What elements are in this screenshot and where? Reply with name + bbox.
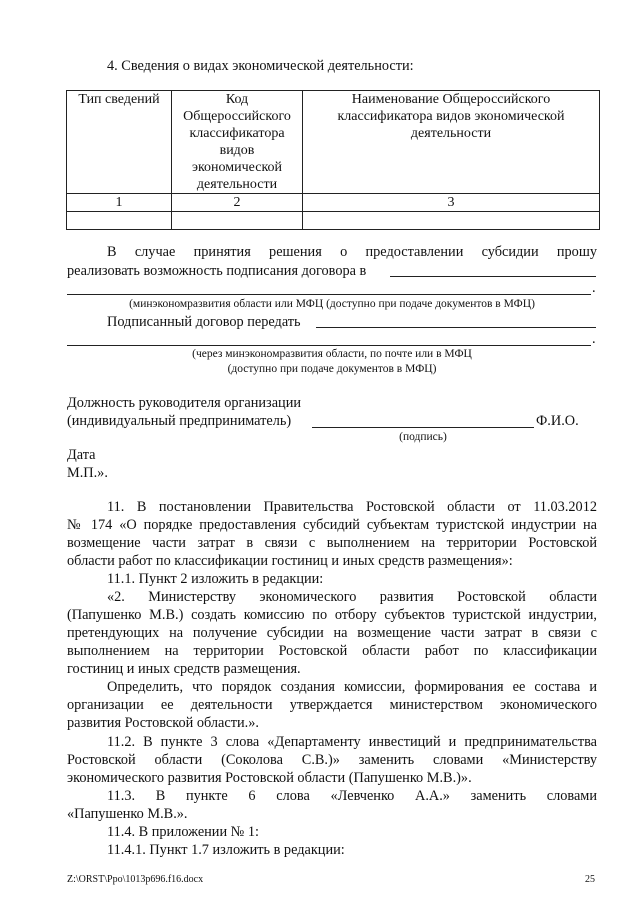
signing-text-line2: реализовать возможность подписания договора в <box>67 263 367 279</box>
transfer-period: . <box>592 331 596 347</box>
quote-line3: претендующих на получение субсидии на возмещение части затрат в связи с <box>67 625 597 641</box>
p11-3-line2: «Папушенко М.В.». <box>67 806 188 822</box>
signature-hint: (подпись) <box>399 431 447 443</box>
okved-table <box>66 90 600 230</box>
transfer-hint-line2: (доступно при подаче документов в МФЦ) <box>227 363 437 375</box>
signing-place-field-continued[interactable] <box>67 294 591 295</box>
empty-cell-2 <box>172 212 303 230</box>
define-line3: развития Ростовской области.». <box>67 715 259 731</box>
p11-3-line1: 11.3. В пункте 6 слова «Левченко А.А.» заменить словами <box>107 788 597 804</box>
signature-field[interactable] <box>312 427 534 428</box>
section-heading: 4. Сведения о видах экономической деятельности: <box>107 58 414 74</box>
define-line2: организации ее деятельности утверждается министерством экономического <box>67 697 597 713</box>
p11-4-1-heading: 11.4.1. Пункт 1.7 изложить в редакции: <box>107 842 345 858</box>
date-label: Дата <box>67 447 96 463</box>
table-header-row <box>67 91 600 194</box>
signing-period: . <box>592 280 596 296</box>
table-numbers-row <box>67 194 600 212</box>
header-code: Код Общероссийского классификатора видов экономической деятельности <box>172 91 303 194</box>
col-number-1: 1 <box>67 194 172 212</box>
header-name: Наименование Общероссийского классификатора видов экономической деятельности <box>303 91 600 194</box>
signing-place-field[interactable] <box>390 276 596 277</box>
p11-line1: 11. В постановлении Правительства Ростовской области от 11.03.2012 <box>107 499 597 515</box>
col-number-3: 3 <box>303 194 600 212</box>
transfer-label: Подписанный договор передать <box>107 314 301 330</box>
footer-file-path: Z:\ORST\Ppo\1013p696.f16.docx <box>67 874 204 885</box>
p11-line3: возмещение части затрат в связи с выполнением на территории Ростовской <box>67 535 597 551</box>
quote-line2: (Папушенко М.В.) создать комиссию по отбору субъектов туристской индустрии, <box>67 607 597 623</box>
quote-line5: гостиниц и иных средств размещения. <box>67 661 301 677</box>
header-type: Тип сведений <box>67 91 172 194</box>
position-line1: Должность руководителя организации <box>67 395 301 411</box>
footer-page-number: 25 <box>585 874 595 885</box>
p11-line4: области работ по классификации гостиниц и иных средств размещения»: <box>67 553 513 569</box>
quote-line4: выполнением на территории Ростовской области работ по классификации <box>67 643 597 659</box>
mp-label: М.П.». <box>67 465 108 481</box>
p11-1-heading: 11.1. Пункт 2 изложить в редакции: <box>107 571 324 587</box>
transfer-method-field[interactable] <box>316 327 596 328</box>
p11-4-heading: 11.4. В приложении № 1: <box>107 824 260 840</box>
define-line1: Определить, что порядок создания комиссии, формирования ее состава и <box>107 679 597 695</box>
table-empty-row <box>67 212 600 230</box>
empty-cell-1 <box>67 212 172 230</box>
p11-2-line1: 11.2. В пункте 3 слова «Департаменту инвестиций и предпринимательства <box>107 734 597 750</box>
p11-2-line3: экономического развития Ростовской области (Папушенко М.В.)». <box>67 770 472 786</box>
transfer-method-field-continued[interactable] <box>67 345 591 346</box>
p11-2-line2: Ростовской области (Соколова С.В.)» заменить словами «Министерству <box>67 752 597 768</box>
quote-line1: «2. Министерству экономического развития Ростовской области <box>107 589 597 605</box>
empty-cell-3 <box>303 212 600 230</box>
col-number-2: 2 <box>172 194 303 212</box>
signing-hint: (минэкономразвития области или МФЦ (доступно при подаче документов в МФЦ) <box>129 298 535 310</box>
signing-text-line1: В случае принятия решения о предоставлении субсидии прошу <box>107 244 597 260</box>
p11-line2: № 174 «О порядке предоставления субсидий субъектам туристской индустрии на <box>67 517 597 533</box>
position-line2: (индивидуальный предприниматель) <box>67 413 292 429</box>
fio-label: Ф.И.О. <box>536 413 579 429</box>
transfer-hint-line1: (через минэкономразвития области, по почте или в МФЦ <box>192 348 472 360</box>
